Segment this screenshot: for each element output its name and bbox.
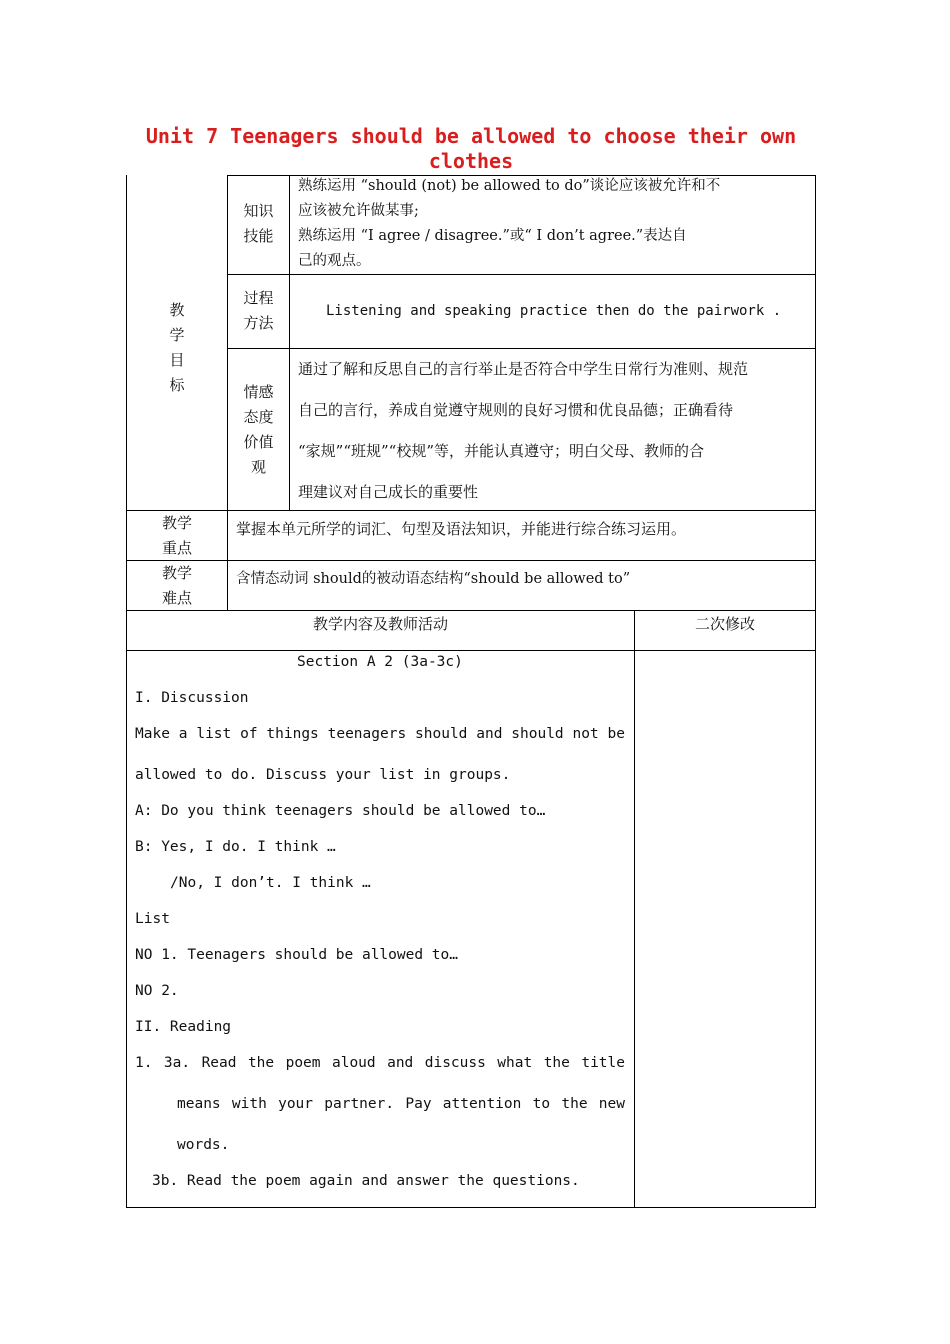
table-rule [227, 274, 816, 275]
content-line: NO 1. Teenagers should be allowed to… [135, 947, 459, 963]
content-line: A: Do you think teenagers should be allowed to… [135, 803, 546, 819]
content-line: List [135, 911, 170, 927]
knowledge-text: 熟练运用 “should (not) be allowed to do”谈论应该被允许和不 应该被允许做某事; 熟练运用 “I agree / disagree.”或“ I don’t agree.”表达自 己的观点。 [298, 178, 721, 269]
difficulties-text: 含情态动词 should的被动语态结构“should be allowed to” [236, 571, 631, 587]
section-heading: Section A 2 (3a-3c) [297, 654, 463, 670]
content-line: 1. 3a. Read the poem aloud and discuss what the title [135, 1055, 625, 1071]
page-title: Unit 7 Teenagers should be allowed to choose their own clothes [145, 124, 797, 173]
content-header-activities: 教学内容及教师活动 [312, 615, 448, 633]
content-line: allowed to do. Discuss your list in groups. [135, 767, 511, 783]
table-rule [815, 175, 816, 1208]
content-line: II. Reading [135, 1019, 232, 1035]
emotion-text: 通过了解和反思自己的言行举止是否符合中学生日常行为准则、规范 自己的言行，养成自觉遵守规则的良好习惯和优良品德；正确看待 “家规”“班规”“校规”等，并能认真遵守；明白父母、教师的合 理建议对自己成长的重要性 [298, 360, 749, 501]
objectives-label: 教 学 目 标 [169, 301, 185, 394]
emotion-label: 情感 态度 价值 观 [243, 383, 274, 476]
process-label: 过程 方法 [243, 289, 274, 332]
table-rule [126, 560, 816, 561]
table-rule [289, 175, 290, 511]
content-line: I. Discussion [135, 690, 249, 706]
content-line: Make a list of things teenagers should and should not be [135, 726, 625, 742]
key-points-text: 掌握本单元所学的词汇、句型及语法知识，并能进行综合练习运用。 [236, 520, 687, 538]
content-header-revision: 二次修改 [694, 615, 755, 633]
content-line: 3b. Read the poem again and answer the questions. [152, 1173, 580, 1189]
table-rule [126, 1207, 816, 1208]
content-line: NO 2. [135, 983, 179, 999]
key-points-label: 教学 重点 [161, 514, 192, 557]
content-line: words. [177, 1137, 230, 1153]
table-rule [634, 610, 635, 1208]
knowledge-label: 知识 技能 [243, 202, 274, 245]
difficulties-label: 教学 难点 [161, 564, 192, 607]
table-rule [126, 650, 816, 651]
content-line: means with your partner. Pay attention to the new [177, 1096, 625, 1112]
process-text: Listening and speaking practice then do the pairwork . [326, 303, 782, 319]
content-line: B: Yes, I do. I think … [135, 839, 336, 855]
table-rule [126, 610, 816, 611]
content-line: /No, I don’t. I think … [170, 875, 371, 891]
